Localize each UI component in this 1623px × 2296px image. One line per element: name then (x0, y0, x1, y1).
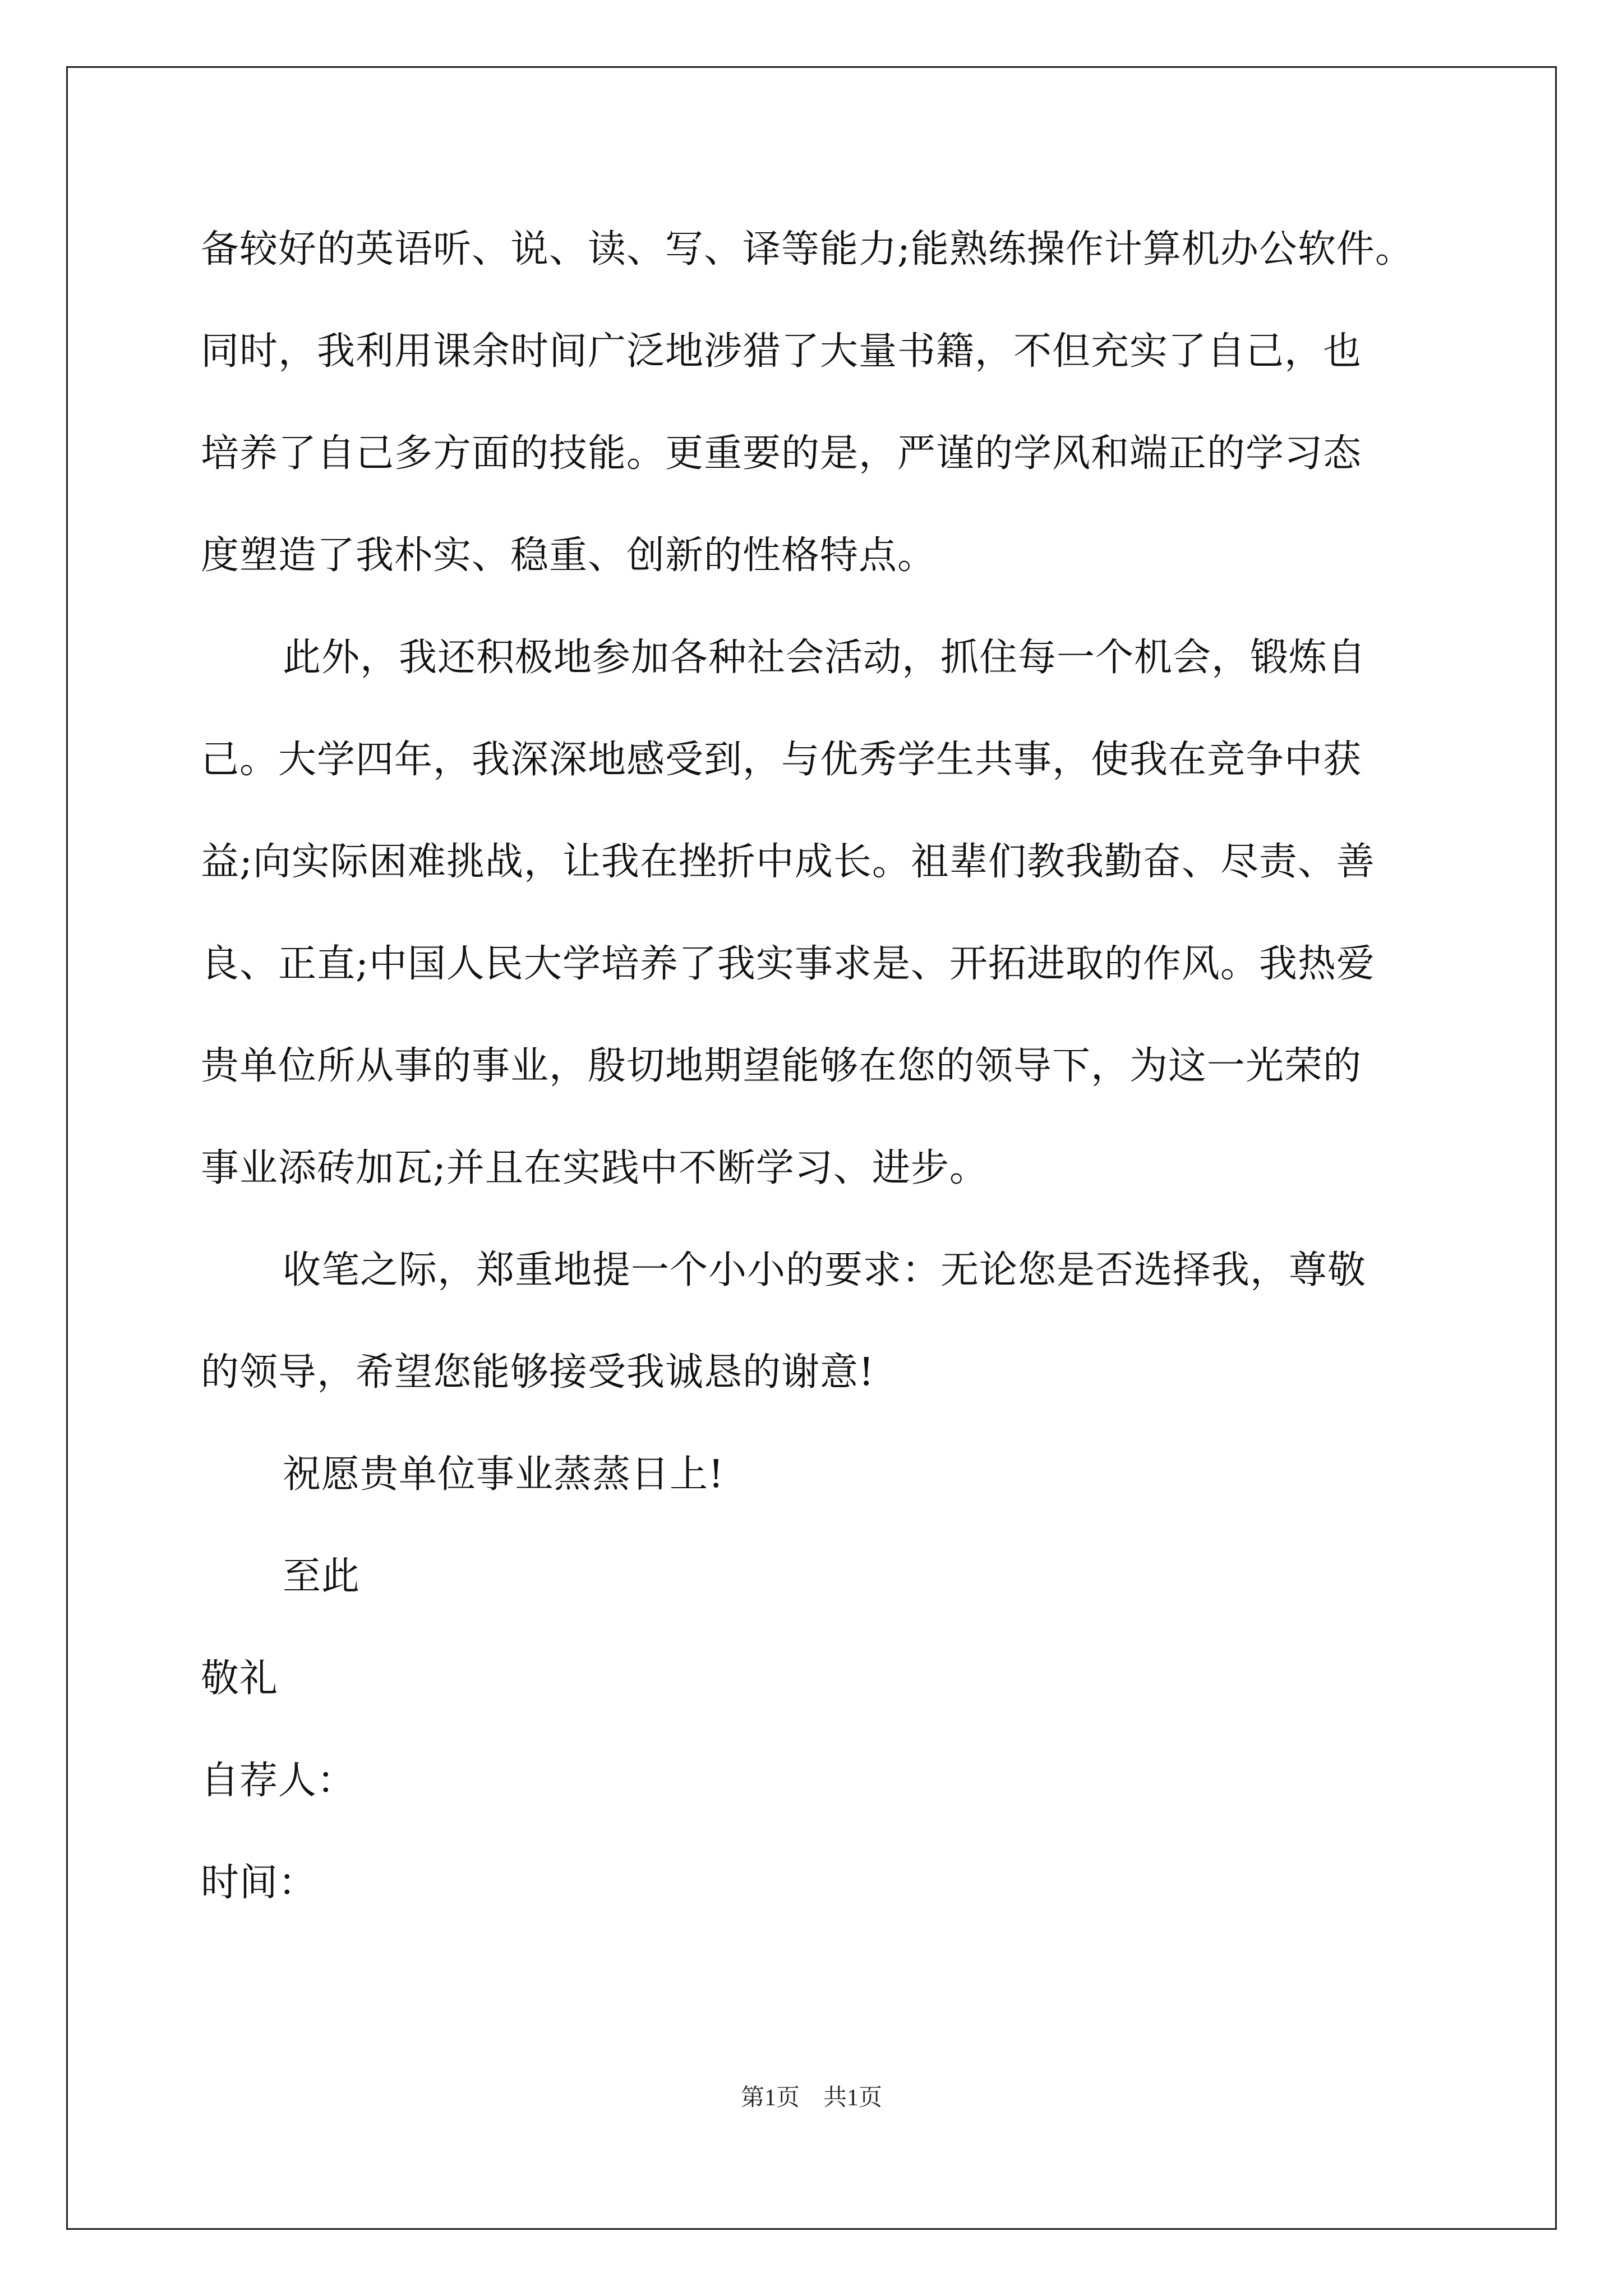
paragraph-line: 良、正直;中国人民大学培养了我实事求是、开拓进取的作风。我热爱 (201, 942, 1375, 986)
paragraph-line: 度塑造了我朴实、稳重、创新的性格特点。 (201, 533, 937, 578)
paragraph-line: 备较好的英语听、说、读、写、译等能力;能熟练操作计算机办公软件。 (201, 227, 1414, 272)
letter-body (201, 219, 1429, 1954)
paragraph-line: 此外，我还积极地参加各种社会活动，抓住每一个机会，锻炼自 (283, 636, 1367, 680)
closing-phrase: 至此 (283, 1554, 361, 1599)
paragraph-line: 同时，我利用课余时间广泛地涉猎了大量书籍，不但充实了自己，也 (201, 329, 1362, 374)
date-label: 时间： (201, 1861, 317, 1905)
paragraph-line: 的领导，希望您能够接受我诚恳的谢意! (201, 1350, 875, 1395)
paragraph-line: 培养了自己多方面的技能。更重要的是，严谨的学风和端正的学习态 (201, 431, 1362, 476)
paragraph-line: 己。大学四年，我深深地感受到，与优秀学生共事，使我在竞争中获 (201, 738, 1362, 782)
paragraph-line: 事业添砖加瓦;并且在实践中不断学习、进步。 (201, 1146, 988, 1190)
paragraph-line: 收笔之际，郑重地提一个小小的要求：无论您是否选择我，尊敬 (283, 1248, 1367, 1292)
signature-label: 自荐人： (201, 1759, 356, 1803)
page-footer: 第1页 共1页 (740, 2085, 882, 2111)
paragraph-line: 贵单位所从事的事业，殷切地期望能够在您的领导下，为这一光荣的 (201, 1044, 1362, 1088)
paragraph-line: 益;向实际困难挑战，让我在挫折中成长。祖辈们教我勤奋、尽责、善 (201, 840, 1375, 884)
closing-wish: 祝愿贵单位事业蒸蒸日上! (283, 1452, 725, 1497)
salutation: 敬礼 (201, 1657, 279, 1701)
